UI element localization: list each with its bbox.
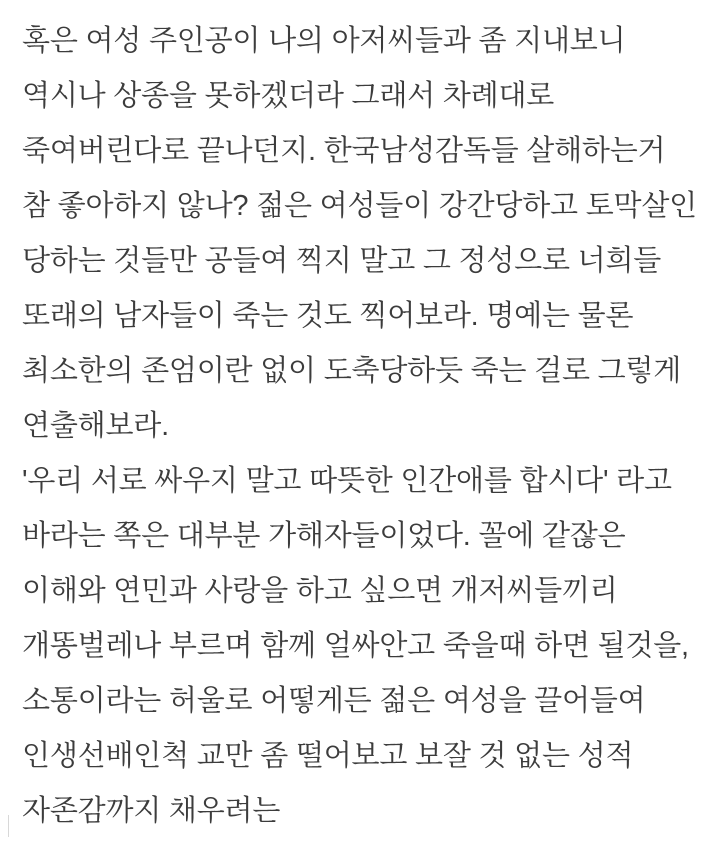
- paragraph-2: '우리 서로 싸우지 말고 따뜻한 인간애를 합시다' 라고 바라는 쪽은 대부분 가해자들이었다. 꼴에 같잖은 이해와 연민과 사랑을 하고 싶으면 개저씨들끼리 개똥벌레나 부르며 함께 얼싸안고 죽을때 하면 될것을, 소통이라는 허울로 어떻게든 젊은 여성을 끌어들여 인생선배인척 교만 좀 떨어보고 보잘 것 없는 성적 자존감까지 채우려는: [22, 465, 697, 827]
- page-bottom-edge: [0, 837, 720, 841]
- paragraph-1: 혹은 여성 주인공이 나의 아저씨들과 좀 지내보니 역시나 상종을 못하겠더라 그래서 차례대로 죽여버린다로 끝나던지. 한국남성감독들 살해하는거 참 좋아하지 않나? 젊은 여성들이 강간당하고 토막살인 당하는 것들만 공들여 찍지 말고 그 정성으로 너희들 또래의 남자들이 죽는 것도 찍어보라. 명예는 물론 최소한의 존엄이란 없이 도축당하듯 죽는 걸로 그렇게 연출해보라.: [22, 25, 705, 442]
